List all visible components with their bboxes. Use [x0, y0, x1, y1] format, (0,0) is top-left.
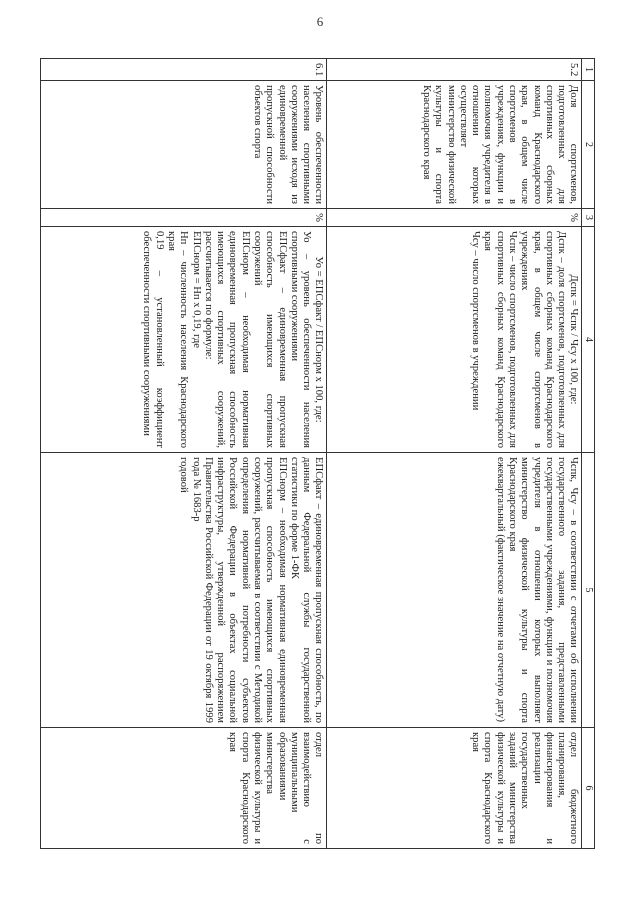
- responsible-cell: отдел бюджетного планирования, финансирования и реализации государственных заданий министерства физической культуры и спорта Краснодарского края: [327, 728, 582, 849]
- indicator-name: Уровень обеспеченности населения спортивными сооружениями исходя из единовременной пропускной способности объектов спорта: [41, 81, 327, 209]
- column-header: 4: [582, 227, 595, 453]
- table-row: [41, 59, 327, 849]
- responsible-cell: отдел по взаимодействию с муниципальными образованиями министерства физической культуры и спорта Краснодарского края: [41, 728, 327, 849]
- rotated-table-wrapper: [40, 58, 595, 848]
- indicator-name: Доля спортсменов, подготовленных для спортивных сборных команд Краснодарского края, в общем числе спортсменов в учреждениях, функции и полномочия учредителя в отношении которых осуществляет министерство физической культуры и спорта Краснодарского края: [327, 81, 582, 209]
- formula: Уо = ЕПСфакт / ЕПСнорм х 100, где:: [313, 256, 325, 423]
- unit-cell: %: [327, 209, 582, 227]
- table-row: [327, 59, 582, 849]
- unit-cell: %: [41, 209, 327, 227]
- column-header: 3: [582, 209, 595, 227]
- column-header: 5: [582, 453, 595, 728]
- row-number: 5.2: [327, 59, 582, 81]
- table-header-row: [582, 59, 595, 849]
- column-header: 6: [582, 728, 595, 849]
- formula: Дспк = Чспк / Чсу х 100, где:: [568, 274, 580, 405]
- indicator-table: [40, 58, 595, 849]
- formula-cell: [41, 227, 327, 453]
- formula-explanation: Дспк – доля спортсменов, подготовленных для спортивных сборных команд Краснодарского края, в общем числе спортсменов в учреждениях Чспк – число спортсменов, подготовленных для спортивных сборных команд Краснодарского края Чсу – число спортсменов в учреждении: [470, 231, 568, 448]
- data-source-cell: ЕПСфакт – единовременная пропускная способность, по данным Федеральной службы государственной статистики по форме 1-ФК ЕПСнорм – необходимая нормативная единовременная пропускная способность имеющихся спортивных сооружений, рассчитываемая в соответствии с Методикой определения нормативной потребности субъектов Российской Федерации в объектах социальной инфраструктуры, утвержденной распоряжением Правительства Российской Федерации от 19 октября 1999 года № 1683-р годовой: [41, 453, 327, 728]
- data-source-cell: Чспк, Чсу – в соответствии с отчетами об исполнении государственного задания, представленными государственными учреждениями, функции и полномочия учредителя в отношении которых выполняет министерство физической культуры и спорта Краснодарского края ежеквартальный (фактическое значение на отчетную дату): [327, 453, 582, 728]
- column-header: 2: [582, 81, 595, 209]
- formula-cell: [327, 227, 582, 453]
- page-number: 6: [316, 14, 324, 29]
- formula-explanation: Уо – уровень обеспеченности населения спортивными сооружениями ЕПСфакт – единовременная пропускная способность имеющихся спортивных сооружений ЕПСнорм – необходимая нормативная единовременная пропускная способность имеющихся спортивных сооружений, рассчитывается по формуле: ЕПСнорм = Нп х 0,19, где Нп – численность населения Краснодарского края 0,19 – установленный коэффициент обеспеченности спортивными сооружениями: [141, 231, 313, 448]
- column-header: 1: [582, 59, 595, 81]
- row-number: 6.1: [41, 59, 327, 81]
